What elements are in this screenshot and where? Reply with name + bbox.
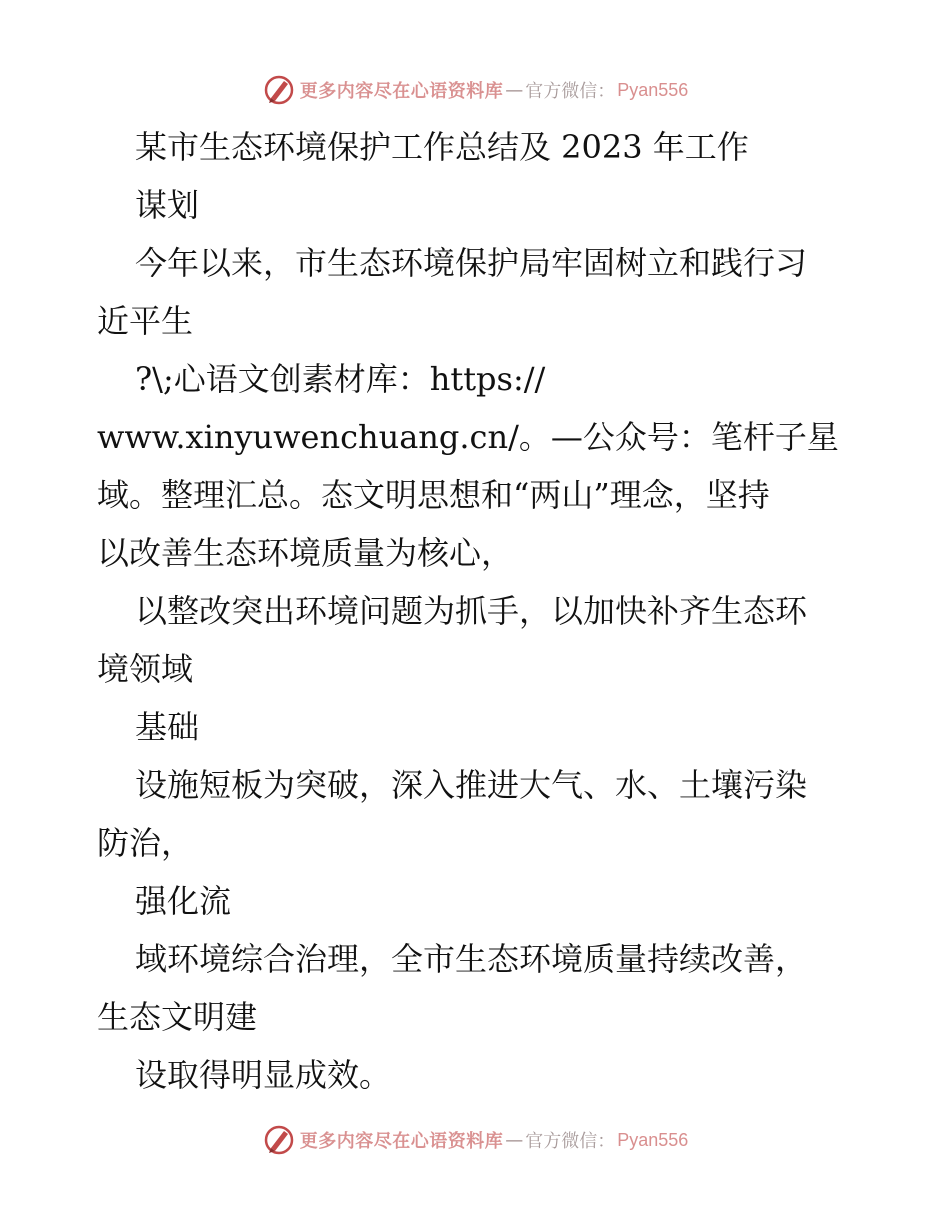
doc-paragraph-line: 今年以来，市生态环境保护局牢固树立和践行习: [135, 244, 808, 282]
pen-logo-icon: [262, 73, 296, 107]
doc-paragraph-line: 域。整理汇总。态文明思想和“两山”理念，坚持: [97, 476, 770, 514]
doc-paragraph-line: 设施短板为突破，深入推进大气、水、土壤污染: [135, 766, 808, 804]
doc-title-line-2: 谋划: [135, 186, 200, 224]
doc-paragraph-line: 强化流: [135, 882, 232, 920]
footer-watermark: [0, 1120, 950, 1160]
pen-logo-icon: [262, 1123, 296, 1157]
footer-separator: —: [505, 1129, 524, 1151]
doc-title-line-1: 某市生态环境保护工作总结及 2023 年工作: [135, 128, 749, 166]
header-separator: —: [505, 79, 524, 101]
doc-paragraph-line: 以整改突出环境问题为抓手，以加快补齐生态环: [135, 592, 808, 630]
doc-paragraph-line: 域环境综合治理，全市生态环境质量持续改善，: [135, 940, 808, 978]
doc-paragraph-line: 以改善生态环境质量为核心，: [97, 534, 514, 572]
header-wechat-id: Pyan556: [617, 79, 689, 100]
doc-paragraph-line: ?\;心语文创素材库：https://: [135, 360, 546, 398]
doc-paragraph-line: 防治，: [97, 824, 194, 862]
doc-paragraph-line: www.xinyuwenchuang.cn/。—公众号：笔杆子星: [97, 418, 839, 456]
doc-paragraph-line: 基础: [135, 708, 200, 746]
header-watermark: [0, 70, 950, 110]
doc-paragraph-line: 近平生: [97, 302, 194, 340]
footer-site-text: 更多内容尽在心语资料库: [299, 1131, 504, 1152]
header-site-text: 更多内容尽在心语资料库: [299, 81, 504, 102]
doc-paragraph-line: 设取得明显成效。: [135, 1056, 392, 1094]
footer-wechat-id: Pyan556: [617, 1129, 689, 1150]
doc-paragraph-line: 境领域: [97, 650, 194, 688]
footer-wechat-label: 官方微信：: [525, 1131, 616, 1152]
doc-paragraph-line: 生态文明建: [97, 998, 258, 1036]
header-wechat-label: 官方微信：: [525, 81, 616, 102]
